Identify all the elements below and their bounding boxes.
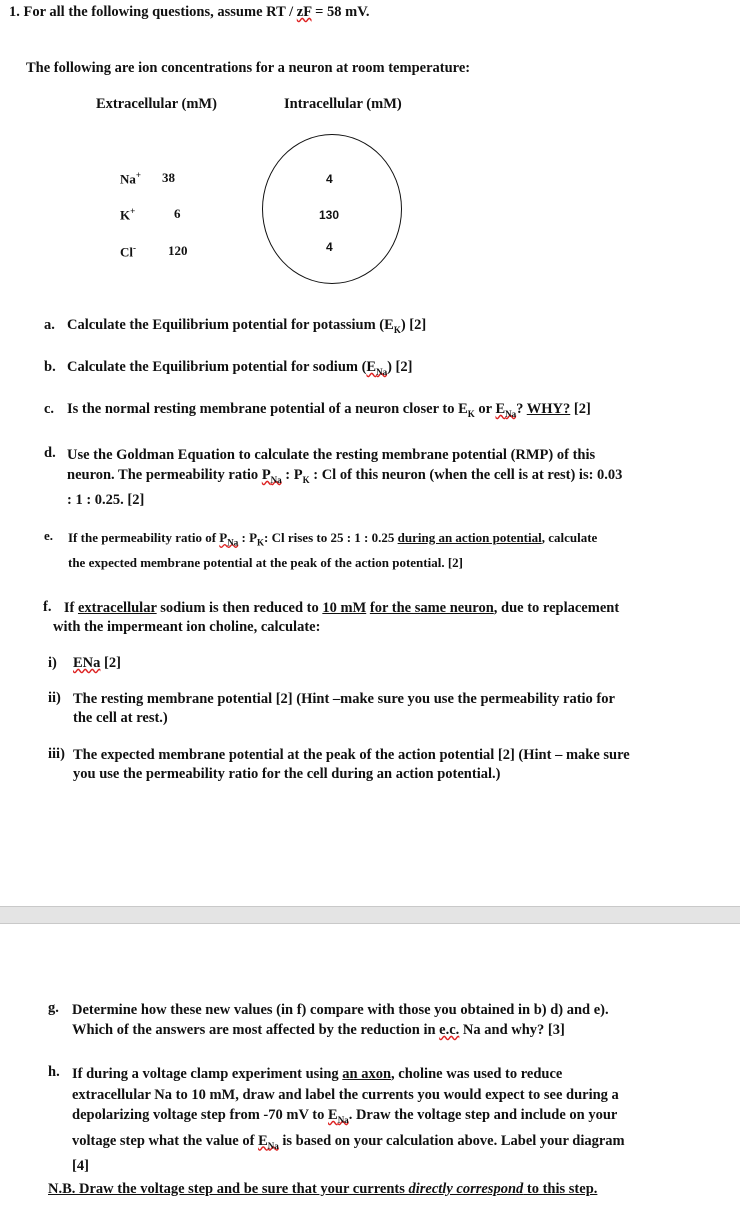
- extra-value-na: 38: [162, 170, 175, 185]
- extracellular-header: Extracellular (mM): [96, 96, 217, 112]
- extra-value-cl: 120: [168, 243, 188, 258]
- question-fi: ENa [2]: [73, 655, 121, 671]
- question-a: Calculate the Equilibrium potential for potassium $(E_K)$ [2]: [67, 317, 427, 335]
- question-h: If during a voltage clamp experiment using an axon, choline was used to reduce extracellular Na to 10 mM, draw and label the currents you would expect to see during a depolarizing voltage step from -70 mV to $E_{Na}$. Draw the voltage step and include on your voltage step what the value of $E_{Na}$ is based on your calculation above. Label your diagram [4]: [72, 1066, 625, 1175]
- question-fiii: The expected membrane potential at the peak of the action potential [2] (Hint – make sure you use the permeability ratio for the cell during an action potential.): [73, 747, 630, 782]
- question-g: Determine how these new values (in f) compare with those you obtained in b) d) and e). Which of the answers are most affected by the reduction in e.c. Na and why? [3]: [72, 1002, 609, 1038]
- question-fiii-label: iii): [48, 746, 65, 762]
- intra-value-k: 130: [319, 208, 340, 222]
- extra-value-k: 6: [174, 206, 181, 221]
- question-d-label: d.: [44, 445, 56, 461]
- intra-value-na: 4: [326, 172, 333, 186]
- question-fii-label: ii): [48, 690, 61, 706]
- question-b-label: b.: [44, 359, 56, 375]
- question-fii: The resting membrane potential [2] (Hint –make sure you use the permeability ratio for the cell at rest.): [73, 691, 615, 726]
- question-f-label: f.: [43, 599, 52, 615]
- intra-value-cl: 4: [326, 240, 333, 254]
- intro-text: The following are ion concentrations for a neuron at room temperature:: [26, 60, 471, 76]
- question-c: Is the normal resting membrane potential of a neuron closer to $E_K$ or $E_{Na}$? WHY? [2]: [67, 401, 591, 419]
- question-fi-label: i): [48, 655, 57, 671]
- question-b: Calculate the Equilibrium potential for sodium $(E_{Na})$ [2]: [67, 359, 413, 377]
- intracellular-header: Intracellular (mM): [284, 96, 402, 112]
- question-f: If extracellular sodium is then reduced to 10 mM for the same neuron, due to replacement with the impermeant ion choline, calculate:: [53, 600, 620, 635]
- question-e: If the permeability ratio of $P_{Na}$ : $P_K$: Cl rises to 25 : 1 : 0.25 during an action potential, calculate the expected membrane potential at the peak of the action potential. [2]: [68, 530, 598, 570]
- ion-label-k: K+: [120, 206, 136, 223]
- question-a-label: a.: [44, 317, 55, 333]
- ion-label-na: Na+: [120, 170, 142, 187]
- question-d: Use the Goldman Equation to calculate the resting membrane potential (RMP) of this neuron. The permeability ratio $P_{Na}$ : $P_K$ : Cl of this neuron (when the cell is at rest) is: 0.03 : 1 : 0.25. [2]: [67, 447, 623, 508]
- question-1-header: 1. For all the following questions, assume RT / zF = 58 mV.: [9, 4, 370, 20]
- page-break-divider: [0, 906, 740, 924]
- ion-label-cl: Cl-: [120, 243, 136, 260]
- question-e-label: e.: [44, 528, 54, 543]
- nb-note: N.B. Draw the voltage step and be sure that your currents directly correspond to this step.: [48, 1181, 598, 1197]
- question-c-label: c.: [44, 401, 55, 417]
- question-g-label: g.: [48, 1000, 59, 1016]
- question-h-label: h.: [48, 1064, 60, 1080]
